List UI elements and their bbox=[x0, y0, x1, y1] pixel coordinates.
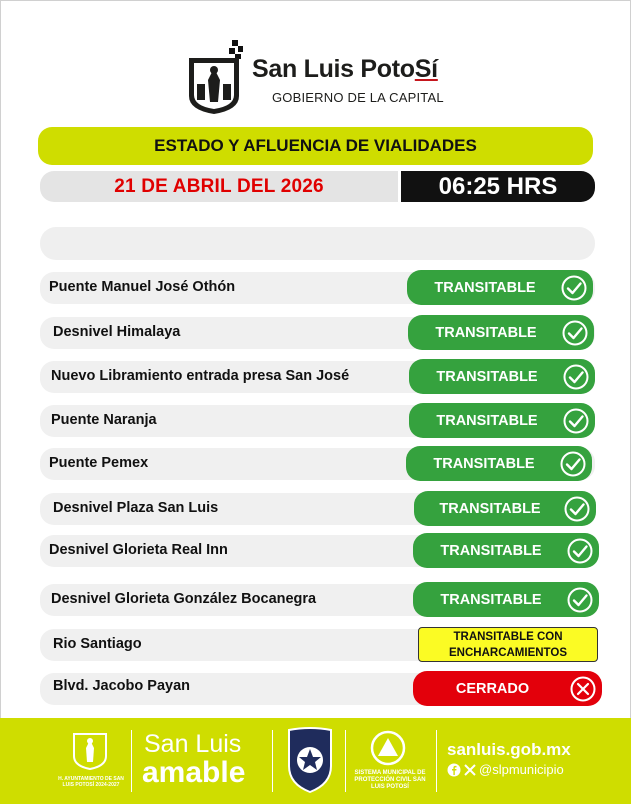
status-badge bbox=[418, 627, 598, 662]
check-circle-icon bbox=[562, 320, 588, 346]
brand-title: San Luis PotoSí bbox=[252, 55, 438, 83]
status-text: TRANSITABLE bbox=[440, 542, 542, 559]
proteccion-civil-text: SISTEMA MUNICIPAL DE PROTECCIÓN CIVIL SAN LUIS POTOSÍ bbox=[354, 770, 426, 790]
road-name: Blvd. Jacobo Payan bbox=[53, 678, 190, 694]
divider bbox=[436, 730, 437, 792]
date-bar bbox=[40, 171, 398, 202]
road-name: Puente Naranja bbox=[51, 412, 157, 428]
header bbox=[185, 22, 455, 112]
status-text: TRANSITABLE bbox=[434, 279, 536, 296]
road-row bbox=[40, 671, 600, 707]
check-circle-icon bbox=[560, 451, 586, 477]
footer bbox=[0, 718, 631, 804]
status-badge bbox=[409, 359, 595, 394]
road-row bbox=[40, 270, 600, 306]
status-text: CERRADO bbox=[455, 680, 530, 697]
road-row bbox=[40, 491, 600, 527]
status-badge bbox=[413, 671, 602, 706]
title-bar bbox=[38, 127, 593, 165]
status-text: TRANSITABLE bbox=[440, 591, 542, 608]
status-text: TRANSITABLE bbox=[436, 368, 538, 385]
status-badge bbox=[407, 270, 593, 305]
proteccion-civil-icon bbox=[370, 730, 406, 766]
brand-subtitle: GOBIERNO DE LA CAPITAL bbox=[272, 90, 444, 105]
road-name: Desnivel Himalaya bbox=[53, 324, 181, 340]
status-text: TRANSITABLE CON ENCHARCAMIENTOS bbox=[449, 630, 567, 659]
road-row bbox=[40, 446, 600, 482]
date-text: 21 DE ABRIL DEL 2026 bbox=[114, 175, 324, 197]
road-row bbox=[40, 533, 600, 569]
check-circle-icon bbox=[561, 275, 587, 301]
check-circle-icon bbox=[563, 364, 589, 390]
page-title: ESTADO Y AFLUENCIA DE VIALIDADES bbox=[154, 136, 477, 155]
slogan-top: San Luis bbox=[144, 730, 242, 758]
check-circle-icon bbox=[567, 538, 593, 564]
status-badge bbox=[413, 582, 599, 617]
road-row bbox=[40, 627, 600, 663]
check-circle-icon bbox=[567, 587, 593, 613]
time-text: 06:25 HRS bbox=[438, 172, 558, 200]
time-bar bbox=[401, 171, 595, 202]
status-text: TRANSITABLE bbox=[439, 500, 541, 517]
road-name: Rio Santiago bbox=[53, 636, 142, 652]
ayuntamiento-text: H. AYUNTAMIENTO DE SAN LUIS POTOSÍ 2024-2027 bbox=[58, 776, 124, 788]
x-circle-icon bbox=[570, 676, 596, 702]
status-text: TRANSITABLE bbox=[436, 412, 538, 429]
social-handle[interactable]: @slpmunicipio bbox=[479, 762, 564, 777]
road-name: Desnivel Plaza San Luis bbox=[53, 500, 219, 516]
road-row bbox=[40, 403, 600, 439]
ayuntamiento-crest-icon bbox=[70, 730, 110, 770]
road-name: Puente Manuel José Othón bbox=[49, 279, 236, 295]
website-link[interactable]: sanluis.gob.mx bbox=[447, 740, 571, 759]
status-badge bbox=[406, 446, 592, 481]
status-text: TRANSITABLE bbox=[435, 324, 537, 341]
road-name: Nuevo Libramiento entrada presa San José bbox=[51, 368, 350, 384]
road-name: Puente Pemex bbox=[49, 455, 149, 471]
city-crest-icon bbox=[185, 40, 243, 114]
facebook-icon[interactable] bbox=[447, 763, 461, 777]
status-badge bbox=[414, 491, 596, 526]
divider bbox=[345, 730, 346, 792]
x-twitter-icon[interactable] bbox=[463, 763, 477, 777]
road-row bbox=[40, 315, 600, 351]
status-text: TRANSITABLE bbox=[433, 455, 535, 472]
police-badge-icon bbox=[285, 726, 335, 794]
status-badge bbox=[413, 533, 599, 568]
check-circle-icon bbox=[564, 496, 590, 522]
divider bbox=[131, 730, 132, 792]
road-name: Desnivel Glorieta González Bocanegra bbox=[51, 591, 317, 607]
road-row bbox=[40, 359, 600, 395]
social-row bbox=[447, 762, 564, 777]
empty-bar bbox=[40, 227, 595, 260]
status-badge bbox=[409, 403, 595, 438]
check-circle-icon bbox=[563, 408, 589, 434]
slogan-bottom: amable bbox=[142, 756, 246, 789]
road-row bbox=[40, 582, 600, 618]
status-badge bbox=[408, 315, 594, 350]
divider bbox=[272, 730, 273, 792]
road-name: Desnivel Glorieta Real Inn bbox=[49, 542, 228, 558]
